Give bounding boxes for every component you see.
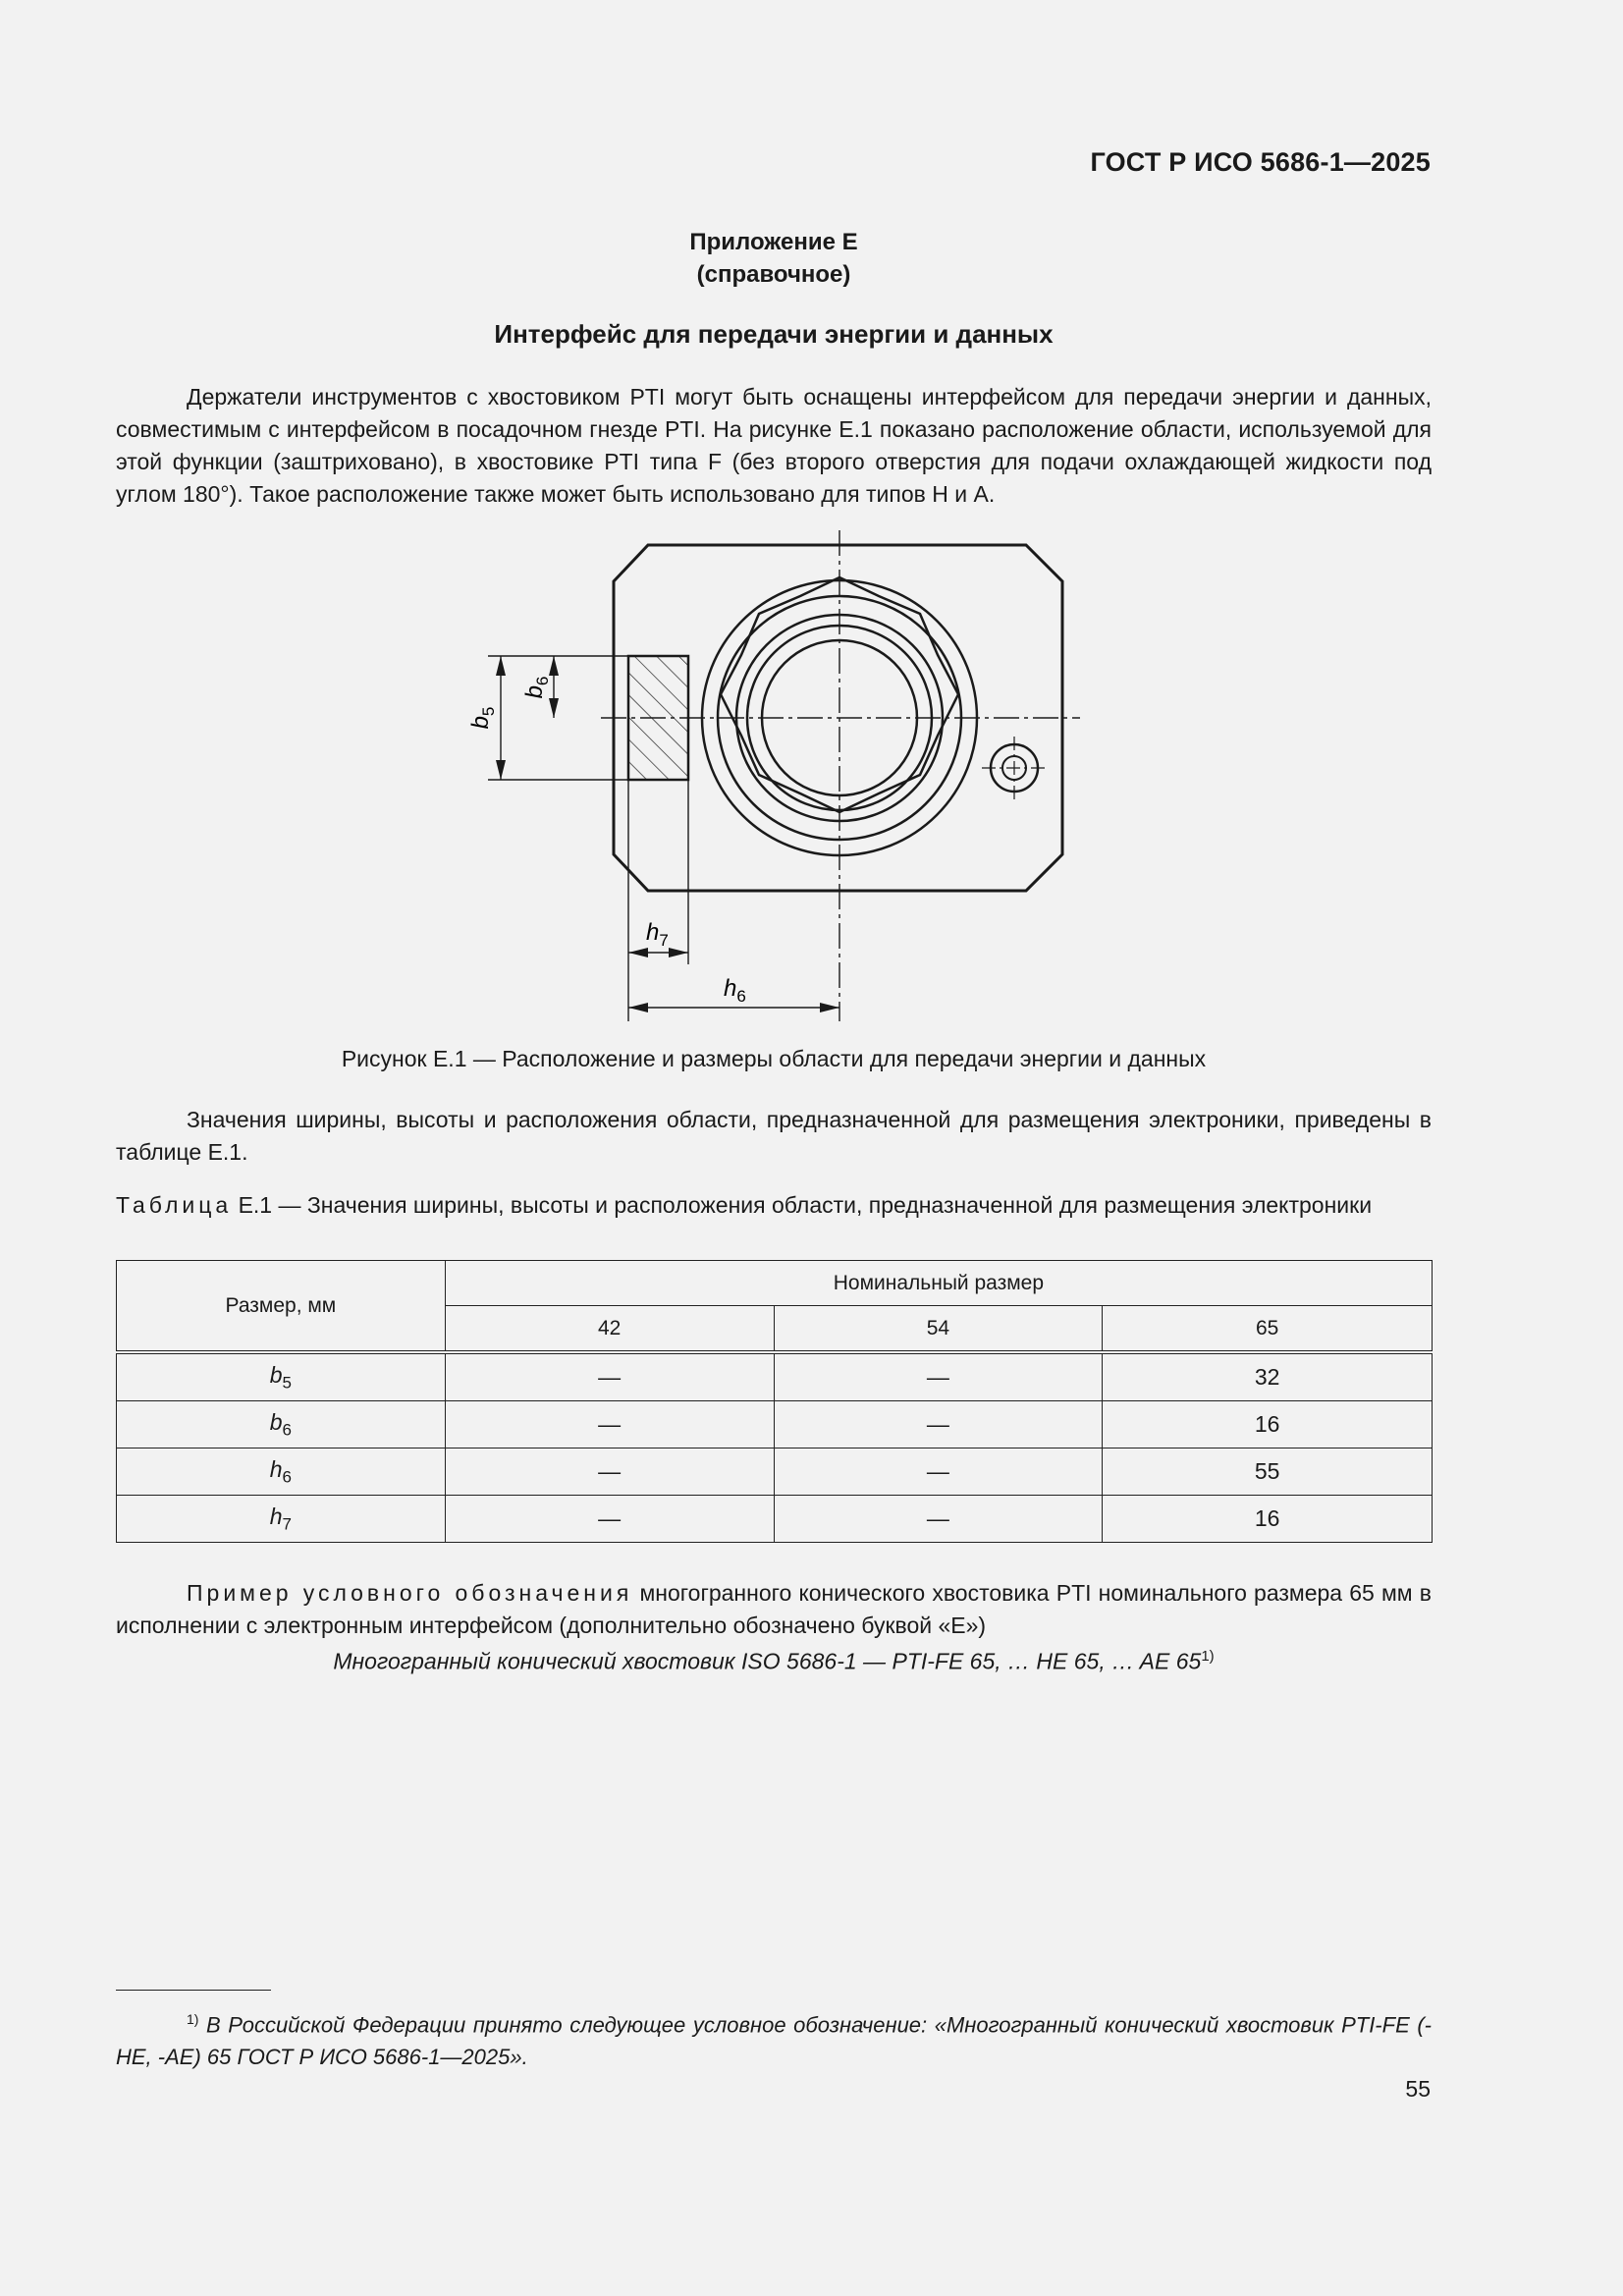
annex-label: Приложение Е (689, 229, 858, 255)
cell-54: — (774, 1401, 1103, 1449)
header-size: Размер, мм (117, 1261, 446, 1353)
cell-42: — (445, 1496, 774, 1543)
table-caption (116, 1189, 1432, 1222)
header-size-54: 54 (774, 1306, 1103, 1353)
dimensions-table (116, 1260, 1433, 1543)
footnote-ref: 1) (1201, 1648, 1215, 1665)
cell-65: 16 (1103, 1401, 1433, 1449)
paragraph-intro: Держатели инструментов с хвостовиком PTI могут быть оснащены интерфейсом для передачи энергии и данных, совместимым с интерфейсом в посадочном гнезде PTI. На рисунке Е.1 показано расположение области, используемой для этой функции (заштриховано), в хвостовике PTI типа F (без второго отверстия для подачи охлаждающей жидкости под углом 180°). Такое расположение также может быть использовано для типов H и А. (116, 384, 1432, 507)
section-title: Интерфейс для передачи энергии и данных (494, 319, 1054, 349)
document-code: ГОСТ Р ИСО 5686-1—2025 (1090, 147, 1431, 177)
page-number: 55 (1405, 2076, 1431, 2102)
row-symbol: $b_6$ (117, 1401, 446, 1449)
example-text: многогранного конического хвостовика PTI номинального размера 65 мм в исполнении с электронным интерфейсом (дополнительно обозначено буквой «Е») (116, 1580, 1433, 1638)
designation-line (116, 1648, 1432, 1675)
label-b6: $b_6$ (521, 676, 552, 699)
footnote-mark: 1) (187, 2011, 199, 2027)
label-h7: $h_7$ (646, 919, 669, 950)
table-row (117, 1496, 1433, 1543)
row-symbol: $b_5$ (117, 1352, 446, 1401)
cell-65: 55 (1103, 1449, 1433, 1496)
figure-e1-drawing (0, 0, 1623, 1041)
example-spaced-label: Пример условного обозначения (187, 1580, 633, 1606)
label-h6: $h_6$ (724, 975, 746, 1006)
designation-text: Многогранный конический хвостовик ISO 5686-1 — PTI-FE 65, … HE 65, … AE 65 (333, 1648, 1202, 1674)
cell-42: — (445, 1449, 774, 1496)
row-symbol: $h_6$ (117, 1449, 446, 1496)
cell-54: — (774, 1449, 1103, 1496)
cell-42: — (445, 1401, 774, 1449)
table-row (117, 1449, 1433, 1496)
annex-status: (справочное) (696, 261, 851, 288)
header-size-42: 42 (445, 1306, 774, 1353)
figure-caption: Рисунок Е.1 — Расположение и размеры области для передачи энергии и данных (341, 1046, 1207, 1071)
cell-42: — (445, 1352, 774, 1401)
row-symbol: $h_7$ (117, 1496, 446, 1543)
label-b5: $b_5$ (467, 706, 498, 730)
paragraph-table-ref: Значения ширины, высоты и расположения области, предназначенной для размещения электроники, приведены в таблице Е.1. (116, 1107, 1432, 1165)
table-row (117, 1401, 1433, 1449)
footnote (116, 2003, 1432, 2073)
footnote-text: В Российской Федерации принято следующее условное обозначение: «Многогранный конический хвостовик PTI-FE (-HE, -AE) 65 ГОСТ Р ИСО 5686-1—2025». (116, 2012, 1432, 2070)
designation-example (116, 1577, 1432, 1642)
table-caption-word: Таблица (116, 1192, 233, 1218)
table-header-row (117, 1261, 1433, 1306)
cell-54: — (774, 1496, 1103, 1543)
cell-54: — (774, 1352, 1103, 1401)
electronics-area (628, 656, 688, 780)
table-caption-text: Е.1 — Значения ширины, высоты и расположения области, предназначенной для размещения электроники (238, 1192, 1373, 1218)
header-size-65: 65 (1103, 1306, 1433, 1353)
cell-65: 32 (1103, 1352, 1433, 1401)
header-nominal: Номинальный размер (445, 1261, 1432, 1306)
footnote-rule (116, 1990, 271, 1991)
table-row (117, 1352, 1433, 1401)
cell-65: 16 (1103, 1496, 1433, 1543)
